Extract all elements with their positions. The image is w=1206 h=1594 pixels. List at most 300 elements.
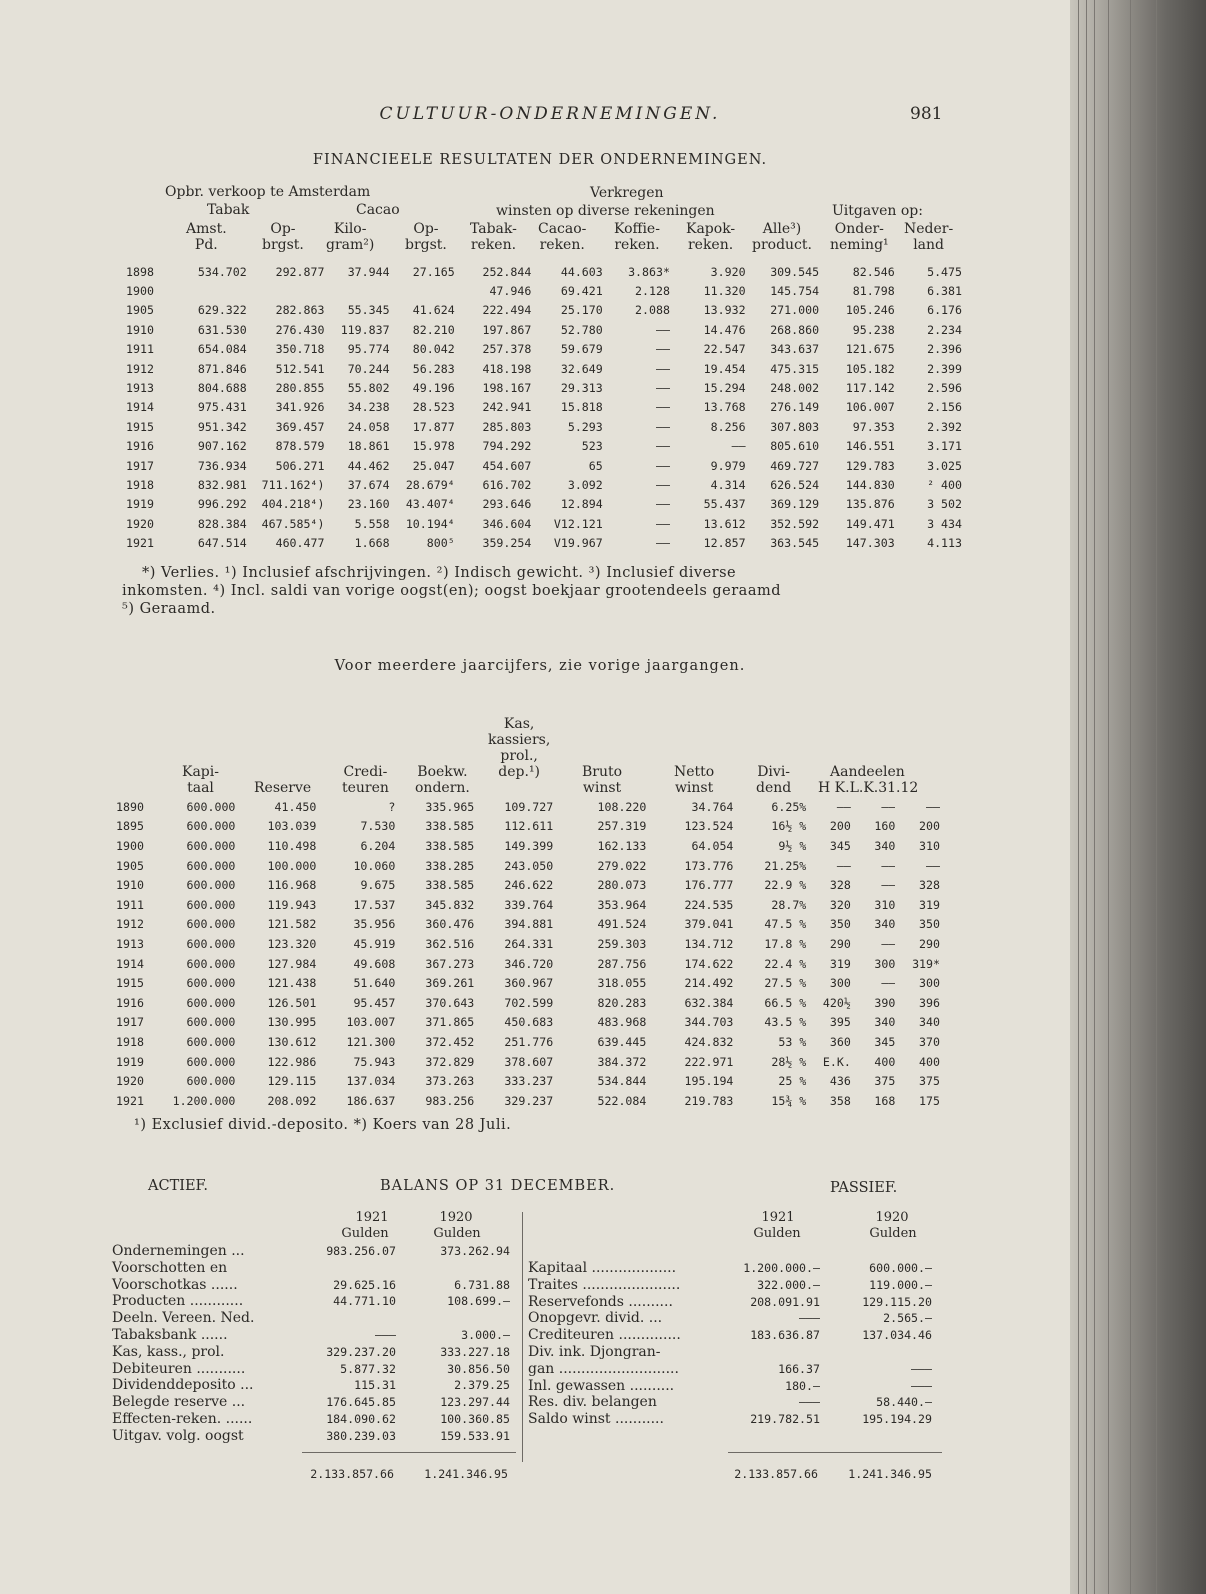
value-cell: 600.000 (186, 956, 236, 971)
value-cell: 280.073 (597, 878, 647, 893)
value-cell: 360.476 (425, 917, 475, 932)
results-row (126, 417, 962, 436)
value-cell: 64.054 (691, 838, 734, 853)
value-cell: 25.170 (560, 303, 603, 318)
page-edge-stack (1070, 0, 1206, 1594)
value-cell: 121.438 (267, 976, 317, 991)
value-cell: 363.545 (770, 536, 820, 551)
value-cell: 371.865 (425, 1015, 475, 1030)
value-cell: 5.293 (567, 419, 603, 434)
value-cell: 95.238 (852, 322, 895, 337)
value-cell: 319* (912, 956, 940, 971)
results-row (126, 359, 962, 378)
value-cell: 18.861 (347, 439, 390, 454)
value-cell: 534.844 (597, 1074, 647, 1089)
value-cell: 27.165 (412, 264, 455, 279)
company-row (116, 1052, 940, 1072)
value-cell: 600.000 (186, 858, 236, 873)
value-cell: 333.237 (504, 1074, 554, 1089)
running-title: CULTUUR-ONDERNEMINGEN. (379, 104, 721, 124)
value-cell: 600.000 (186, 1054, 236, 1069)
balance-passief: PASSIEF. (830, 1180, 898, 1196)
value-cell: 122.986 (267, 1054, 317, 1069)
value-cell (247, 281, 325, 300)
value-cell: 436 (829, 1074, 851, 1089)
year-cell: 1920 (126, 516, 154, 531)
company-row (116, 1013, 940, 1033)
value-cell: 3 502 (927, 497, 962, 512)
value-cell: 2.156 (927, 400, 962, 415)
value-cell: 17.877 (412, 419, 455, 434)
value-cell: 2.128 (635, 284, 670, 299)
balance-item (112, 1411, 512, 1428)
header-group-verkregen: Verkregen (590, 185, 664, 201)
value-cell: 285.803 (482, 419, 532, 434)
value-cell: 483.968 (597, 1015, 647, 1030)
value-cell: 491.524 (597, 917, 647, 932)
value-cell: 390 (874, 995, 896, 1010)
value-cell: 340 (874, 1015, 896, 1030)
value-cell: 345 (829, 838, 851, 853)
value-cell: 106.007 (845, 400, 895, 415)
value-cell: —— (881, 936, 896, 951)
value-cell: 268.860 (770, 322, 820, 337)
value-cell: 340 (874, 917, 896, 932)
value-cell: 350.718 (275, 342, 325, 357)
year-cell: 1900 (126, 284, 154, 299)
value-cell: 246.622 (504, 878, 554, 893)
value-cell: 820.283 (597, 995, 647, 1010)
value-cell: 11.320 (703, 284, 746, 299)
balance-divider (522, 1212, 523, 1462)
value-cell: 600.000 (186, 936, 236, 951)
value-cell: 162.133 (597, 838, 647, 853)
balance-item-label: Reservefonds .......... (528, 1293, 673, 1310)
value-cell: 174.622 (684, 956, 734, 971)
year-cell: 1912 (126, 361, 154, 376)
value-cell: 219.783 (684, 1093, 734, 1108)
year-cell: 1905 (116, 858, 144, 873)
value-cell: 370.643 (425, 995, 475, 1010)
results-row (126, 262, 962, 281)
header-group-tabak: Tabak (207, 202, 250, 218)
value-cell: 7.530 (360, 819, 396, 834)
value-cell: 8.256 (710, 419, 746, 434)
value-cell: 309.545 (770, 264, 820, 279)
balance-value-1921: ——— (799, 1395, 820, 1410)
value-cell: 5.558 (354, 516, 390, 531)
balance-value-1920: ——— (911, 1361, 932, 1376)
value-cell: 832.981 (197, 477, 247, 492)
value-cell: 367.273 (425, 956, 475, 971)
results-row (126, 378, 962, 397)
col-amst: Amst. Pd. (186, 221, 227, 253)
value-cell: 3.092 (567, 477, 603, 492)
value-cell: 80.042 (412, 342, 455, 357)
value-cell: 123.320 (267, 936, 317, 951)
col-tabak-reken: Tabak- reken. (470, 221, 517, 253)
balance-item-label: Dividenddeposito ... (112, 1377, 254, 1394)
footnote-line-1: *) Verlies. ¹) Inclusief afschrijvingen. ²) Indisch gewicht. ³) Inclusief diverse (142, 565, 737, 581)
value-cell: 200 (829, 819, 851, 834)
value-cell: 2.392 (927, 419, 962, 434)
value-cell: 17.537 (353, 897, 396, 912)
results-row (126, 456, 962, 475)
value-cell: 654.084 (197, 342, 247, 357)
value-cell: 41.450 (274, 799, 317, 814)
value-cell: 44.462 (347, 458, 390, 473)
value-cell: 1.668 (354, 536, 390, 551)
value-cell: 341.926 (275, 400, 325, 415)
value-cell: 300 (829, 976, 851, 991)
value-cell: 160 (874, 819, 896, 834)
balance-item (112, 1428, 512, 1445)
balance-item (528, 1310, 938, 1327)
value-cell: 360 (829, 1034, 851, 1049)
value-cell: 290 (829, 936, 851, 951)
value-cell: 1.200.000 (172, 1093, 236, 1108)
value-cell: —— (655, 322, 670, 337)
balance-value-1920: 58.440.— (876, 1395, 932, 1410)
value-cell: 358 (829, 1093, 851, 1108)
value-cell: 290 (919, 936, 940, 951)
value-cell: 25.047 (412, 458, 455, 473)
col-cacao-reken: Cacao- reken. (538, 221, 587, 253)
value-cell: 279.022 (597, 858, 647, 873)
col-alle-product: Alle³) product. (752, 221, 812, 253)
value-cell: 144.830 (845, 477, 895, 492)
value-cell: 28½ % (771, 1054, 807, 1069)
balance-actief-list (112, 1243, 512, 1453)
value-cell: 340 (919, 1015, 940, 1030)
footnote-line-2: inkomsten. ⁴) Incl. saldi van vorige oogst(en); oogst boekjaar grootendeels geraamd (122, 583, 781, 599)
section-title: FINANCIEELE RESULTATEN DER ONDERNEMINGEN. (312, 152, 768, 168)
balance-value-1920: 100.360.85 (440, 1412, 510, 1426)
value-cell: 600.000 (186, 897, 236, 912)
value-cell: 373.263 (425, 1074, 475, 1089)
balance-value-1921: 183.636.87 (750, 1328, 820, 1343)
value-cell: 335.965 (425, 799, 475, 814)
value-cell: 34.764 (691, 799, 734, 814)
value-cell: 105.246 (845, 303, 895, 318)
year-cell: 1918 (116, 1034, 144, 1049)
value-cell: E.K. (822, 1054, 851, 1069)
value-cell: 828.384 (197, 516, 247, 531)
company-row (116, 1071, 940, 1091)
balance-value-1920: 6.731.88 (454, 1277, 510, 1292)
value-cell: 103.039 (267, 819, 317, 834)
value-cell: 28.679⁴ (405, 477, 455, 492)
value-cell: 345 (874, 1034, 896, 1049)
value-cell: 420½ (822, 995, 851, 1010)
value-cell: 9½ % (778, 838, 807, 853)
value-cell: 53 % (778, 1034, 807, 1049)
value-cell: 44.603 (560, 264, 603, 279)
value-cell: ² 400 (927, 477, 962, 492)
balance-value-1920: 108.699.— (447, 1294, 510, 1309)
value-cell: 318.055 (597, 976, 647, 991)
value-cell: 600.000 (186, 1034, 236, 1049)
value-cell: 475.315 (770, 361, 820, 376)
results-row (126, 340, 962, 359)
value-cell: 65 (588, 458, 603, 473)
value-cell: 372.452 (425, 1034, 475, 1049)
company-row (116, 895, 940, 915)
value-cell: 135.876 (845, 497, 895, 512)
value-cell: 600.000 (186, 819, 236, 834)
balance-item (112, 1243, 512, 1260)
value-cell: 224.535 (684, 897, 734, 912)
value-cell: 345.832 (425, 897, 475, 912)
value-cell: 339.764 (504, 897, 554, 912)
balance-value-1921: 5.877.32 (340, 1361, 396, 1376)
value-cell: 126.501 (267, 995, 317, 1010)
balance-item (528, 1327, 938, 1344)
value-cell: 110.498 (267, 838, 317, 853)
value-cell: 121.582 (267, 917, 317, 932)
value-cell: 600.000 (186, 1015, 236, 1030)
value-cell: 328 (919, 878, 940, 893)
value-cell: 13.612 (703, 516, 746, 531)
value-cell: 460.477 (275, 536, 325, 551)
value-cell: —— (655, 381, 670, 396)
value-cell: 10.060 (353, 858, 396, 873)
balance-value-1920: 137.034.46 (862, 1328, 932, 1343)
value-cell: 310 (919, 838, 940, 853)
book-page: CULTUUR-ONDERNEMINGEN. 981 FINANCIEELE RESULTATEN DER ONDERNEMINGEN. Opbr. verkoop te Amsterdam Tabak Cacao Verkregen winsten op diverse rekeningen Uitgaven op: Amst. Pd. Op- brgst. Kilo- gram²) Op- brgst. Tabak- reken. Cacao- reken. Koffie- reken. Kapok- reken. Alle³) product. Onder- neming¹ Neder- land 1898 534.702 292.877 37.944 27.165 252.844 44.603 3.863* 3.920 309.545 82.546 5.475 1900 47.946 69.421 2.128 11.320 145.754 81.798 6.381 1905 629.322 282.863 55.345 41.624 222.494 25.170 2.088 13.932 271.000 105.246 6.176 1910 631.530 276.430 119.837 82.210 197.867 52.780 —— 14.476 268.860 95.238 2.234 1911 654.084 350.718 95.774 80.042 257.378 59.679 —— 22.547 343.637 121.675 2.396 1912 871.846 512.541 70.244 56.283 418.198 32.649 —— 19.454 475.315 105.182 2.399 1913 804.688 280.855 55.802 49.196 198.167 29.313 —— 15.294 248.002 117.142 2.596 1914 975.431 341.926 34.238 28.523 242.941 15.818 —— 13.768 276.149 106.007 2.156 1915 951.342 369.457 24.058 17.877 285.803 5.293 —— 8.256 307.803 97.353 2.392 1916 907.162 878.579 18.861 15.978 794.292 523 —— —— 805.610 146.551 3.171 1917 736.934 506.271 44.462 25.047 454.607 65 —— 9.979 469.727 129.783 3.025 1918 832.981 711.162⁴) 37.674 28.679⁴ 616.702 3.092 —— 4.314 626.524 144.830 ² 400 1919 996.292 404.218⁴) 23.160 43.407⁴ 293.646 12.894 —— 55.437 369.129 135.876 3 502 1920 828.384 467.585⁴) 5.558 10.194⁴ 346.604 V12.121 —— 13.612 352.592 149.471 3 434 1921 647.514 460.477 1.668 800⁵ 359.254 V19.967 —— 12.857 363.545 147.303 4.113 *) Verlies. ¹) Inclusief afschrijvingen. ²) Indisch gewicht. ³) Inclusief diverse inkomsten. ⁴) Incl. saldi van vorige oogst(en); oogst boekjaar grootendeels geraamd ⁵) Geraamd. Voor meerdere jaarcijfers, zie vorige jaargangen. Kapi- taal Reserve Credi- teuren Boekw. ondern. Kas, kassiers, prol., dep.¹) Bruto winst Netto winst Divi- dend Aandeelen H K.L.K.31.12 1890 600.000 41.450 ? 335.965 109.727 108.220 34.764 6.25% —— —— —— 1895 600.000 103.039 7.530 338.585 112.611 257.319 123.524 16½ % 200 160 200 1900 600.000 110.498 6.204 338.585 149.399 162.133 64.054 9½ % 345 340 310 1905 600.000 100.000 10.060 338.285 243.050 279.022 173.776 21.25% —— —— —— 1910 600.000 116.968 9.675 338.585 246.622 280.073 176.777 22.9 % 328 —— 328 1911 600.000 119.943 17.537 345.832 339.764 353.964 224.535 28.7% 320 310 319 1912 600.000 121.582 35.956 360.476 394.881 491.524 379.041 47.5 % 350 340 350 1913 600.000 123.320 45.919 362.516 264.331 259.303 134.712 17.8 % 290 —— 290 1914 600.000 127.984 49.608 367.273 346.720 287.756 174.622 22.4 % 319 300 319* 1915 600.000 121.438 51.640 369.261 360.967 318.055 214.492 27.5 % 300 —— 300 1916 600.000 126.501 95.457 370.643 702.599 820.283 632.384 66.5 % 420½ 390 396 1917 600.000 130.995 103.007 371.865 450.683 483.968 344.703 43.5 % 395 340 340 1918 600.000 130.612 121.300 372.452 251.776 639.445 424.832 53 % 360 345 370 1919 600.000 122.986 75.943 372.829 378.607 384.372 222.971 28½ % E.K. 400 400 1920 600.000 129.115 137.034 373.263 333.237 534.844 195.194 25 % 436 375 375 1921 1.200.000 208.092 186.637 983.256 329.237 522.084 219.783 15¾ % 358 168 175 ¹) Exclusief divid.-deposito. *) Koers van 28 Juli. ACTIEF. BALANS OP 31 DECEMBER. PASSIEF. 1921 1920 Gulden Gulden 1921 1920 Gulden Gulden Ondernemingen ... 983.256.07 373.262.94 Voorschotten en Voorschotkas ...... 29.625.16 6.731.88 Producten ............ 44.771.10 108.699.— Deeln. Vereen. Ned. Tabaksbank ...... ——— 3.000.— Kas, kass., prol. 329.237.20 333.227.18 Debiteuren ........... 5.877.32 30.856.50 Dividenddeposito ... 115.31 2.379.25 Belegde reserve ... 176.645.85 123.297.44 Effecten-reken. ...... 184.090.62 100.360.85 Uitgav. volg. oogst 380.239.03 159.533.91 Kapitaal ................... 1.200.000.— 600.000.— Traites ...................... 322.000.— 119.000.— Reservefonds .......... 208.091.91 129.115.20 Onopgevr. divid. ... ——— 2.565.— Crediteuren .............. 183.636.87 137.034.46 Div. ink. Djongran- gan ........................... 166.37 ——— Inl. gewassen .......... 180.— ——— Res. div. belangen ——— 58.440.— Saldo winst ........... 219.782.51 195.194.29 2.133.857.66 1.241.346.95 2.133.857.66 1.241.346.95 (0, 0, 1100, 1594)
value-cell: 59.679 (560, 342, 603, 357)
balance-title: BALANS OP 31 DECEMBER. (380, 1178, 616, 1194)
value-cell: 632.384 (684, 995, 734, 1010)
col-opbrgst-tabak: Op- brgst. (262, 221, 304, 253)
value-cell: 66.5 % (764, 995, 807, 1010)
value-cell: 82.546 (852, 264, 895, 279)
col-aandeelen: Aandeelen (830, 764, 905, 780)
balance-value-1921: 180.— (785, 1378, 820, 1393)
year-cell: 1919 (116, 1054, 144, 1069)
value-cell (179, 281, 247, 300)
results-row (126, 437, 962, 456)
value-cell: 147.303 (845, 536, 895, 551)
balance-item (112, 1327, 512, 1344)
balance-value-1920: 123.297.44 (440, 1395, 510, 1410)
value-cell: 600.000 (186, 917, 236, 932)
header-group-cacao: Cacao (356, 202, 400, 218)
company-table (116, 797, 940, 1111)
value-cell: 100.000 (267, 858, 317, 873)
year-cell: 1898 (126, 264, 154, 279)
year-cell: 1911 (126, 342, 154, 357)
value-cell: 95.457 (353, 995, 396, 1010)
value-cell: 105.182 (845, 361, 895, 376)
year-cell: 1895 (116, 819, 144, 834)
value-cell: 631.530 (197, 322, 247, 337)
value-cell: 37.944 (347, 264, 390, 279)
value-cell: 146.551 (845, 439, 895, 454)
value-cell: 359.254 (482, 536, 532, 551)
year-cell: 1916 (116, 995, 144, 1010)
value-cell: 3.920 (710, 264, 746, 279)
value-cell: 370 (919, 1034, 940, 1049)
value-cell: 16½ % (771, 819, 807, 834)
value-cell: 287.756 (597, 956, 647, 971)
value-cell: —— (655, 361, 670, 376)
balance-item-label: Effecten-reken. ...... (112, 1411, 253, 1427)
value-cell: 350 (919, 917, 940, 932)
value-cell: 647.514 (197, 536, 247, 551)
page-number: 981 (910, 104, 943, 124)
value-cell: 55.437 (703, 497, 746, 512)
value-cell: 360.967 (504, 976, 554, 991)
value-cell: 300 (919, 976, 940, 991)
balance-item-label: Uitgav. volg. oogst (112, 1427, 244, 1444)
balance-item (112, 1277, 512, 1294)
value-cell: 353.964 (597, 897, 647, 912)
value-cell: 300 (874, 956, 896, 971)
value-cell: —— (836, 858, 851, 873)
value-cell (390, 281, 455, 300)
value-cell: 198.167 (482, 381, 532, 396)
value-cell: 639.445 (597, 1034, 647, 1049)
value-cell: 208.092 (267, 1093, 317, 1108)
value-cell: 252.844 (482, 264, 532, 279)
value-cell: 168 (874, 1093, 896, 1108)
value-cell: 32.649 (560, 361, 603, 376)
value-cell: —— (655, 400, 670, 415)
value-cell: 25 % (778, 1074, 807, 1089)
value-cell: 282.863 (275, 303, 325, 318)
balance-value-1921: 1.200.000.— (743, 1261, 820, 1275)
year-cell: 1921 (116, 1093, 144, 1108)
balance-value-1921: 44.771.10 (333, 1294, 396, 1309)
balance-value-1921: 29.625.16 (333, 1277, 396, 1292)
value-cell: 600.000 (186, 1074, 236, 1089)
value-cell: 2.396 (927, 342, 962, 357)
balance-value-1920: 2.565.— (883, 1311, 932, 1326)
value-cell: 338.585 (425, 819, 475, 834)
value-cell: 15.294 (703, 381, 746, 396)
value-cell: 328 (829, 878, 851, 893)
balance-value-1921: 219.782.51 (750, 1412, 820, 1427)
value-cell: 467.585⁴) (261, 516, 325, 531)
company-row (116, 993, 940, 1013)
balance-passief-list (528, 1260, 938, 1440)
value-cell: 346.604 (482, 516, 532, 531)
value-cell: 28.7% (771, 897, 807, 912)
value-cell: 319 (829, 956, 851, 971)
value-cell: 17.8 % (764, 936, 807, 951)
balance-value-1920: 129.115.20 (862, 1294, 932, 1309)
value-cell: 3.863* (628, 264, 670, 279)
balance-item (112, 1394, 512, 1411)
value-cell: 951.342 (197, 419, 247, 434)
value-cell: 47.946 (489, 284, 532, 299)
value-cell: 4.113 (927, 536, 962, 551)
value-cell: 346.720 (504, 956, 554, 971)
value-cell: 702.599 (504, 995, 554, 1010)
balance-value-1920: 600.000.— (869, 1261, 932, 1275)
balance-value-1921: 166.37 (778, 1361, 820, 1376)
value-cell: 9.979 (710, 458, 746, 473)
value-cell: 343.637 (770, 342, 820, 357)
value-cell: 338.585 (425, 838, 475, 853)
value-cell: 95.774 (347, 342, 390, 357)
balance-item (112, 1361, 512, 1378)
balance-value-1921: ——— (375, 1328, 396, 1342)
value-cell: V12.121 (553, 516, 603, 531)
value-cell: 119.837 (340, 322, 390, 337)
value-cell: 34.238 (347, 400, 390, 415)
value-cell: —— (881, 858, 896, 873)
company-row (116, 836, 940, 856)
value-cell: 2.088 (635, 303, 670, 318)
results-table (126, 262, 962, 553)
value-cell: 600.000 (186, 976, 236, 991)
value-cell: 130.612 (267, 1034, 317, 1049)
value-cell: 195.194 (684, 1074, 734, 1089)
value-cell: 600.000 (186, 799, 236, 814)
value-cell: 112.611 (504, 819, 554, 834)
value-cell: 13.932 (703, 303, 746, 318)
value-cell: 52.780 (560, 322, 603, 337)
value-cell: 41.624 (412, 303, 455, 318)
value-cell: 736.934 (197, 458, 247, 473)
value-cell: 70.244 (347, 361, 390, 376)
year-cell: 1914 (126, 400, 154, 415)
value-cell: 81.798 (852, 284, 895, 299)
value-cell: 800⁵ (426, 536, 455, 551)
year-cell: 1890 (116, 799, 144, 814)
balance-item (112, 1293, 512, 1310)
balance-item-label: Belegde reserve ... (112, 1394, 246, 1411)
value-cell: 12.894 (560, 497, 603, 512)
header-group-uitgaven: Uitgaven op: (832, 203, 923, 219)
value-cell: 600.000 (186, 838, 236, 853)
balance-value-1921: 983.256.07 (326, 1244, 396, 1258)
value-cell: 3 434 (927, 516, 962, 531)
value-cell: 805.610 (770, 439, 820, 454)
value-cell: 14.476 (703, 322, 746, 337)
col-kilogram: Kilo- gram²) (326, 221, 375, 253)
value-cell: 384.372 (597, 1054, 647, 1069)
value-cell: 43.5 % (764, 1015, 807, 1030)
value-cell: 369.261 (425, 976, 475, 991)
company-row (116, 1091, 940, 1111)
value-cell: 600.000 (186, 995, 236, 1010)
year-cell: 1912 (116, 917, 144, 932)
value-cell: 35.956 (353, 917, 396, 932)
balance-item-label: Traites ...................... (528, 1276, 681, 1293)
balance-value-1920: 119.000.— (869, 1277, 932, 1292)
value-cell: 469.727 (770, 458, 820, 473)
value-cell: 6.25% (771, 799, 807, 814)
value-cell: 369.129 (770, 497, 820, 512)
value-cell: 15.818 (560, 400, 603, 415)
value-cell: 173.776 (684, 858, 734, 873)
value-cell: 394.881 (504, 917, 554, 932)
value-cell: 56.283 (412, 361, 455, 376)
year-cell: 1919 (126, 497, 154, 512)
balance-value-1920: 373.262.94 (440, 1244, 510, 1258)
value-cell: 375 (874, 1074, 896, 1089)
balance-value-1921: 208.091.91 (750, 1294, 820, 1309)
value-cell: 2.596 (927, 381, 962, 396)
year-cell: 1910 (116, 878, 144, 893)
value-cell: 24.058 (347, 419, 390, 434)
value-cell: 512.541 (275, 361, 325, 376)
year-cell: 1920 (116, 1074, 144, 1089)
value-cell: 307.803 (770, 419, 820, 434)
